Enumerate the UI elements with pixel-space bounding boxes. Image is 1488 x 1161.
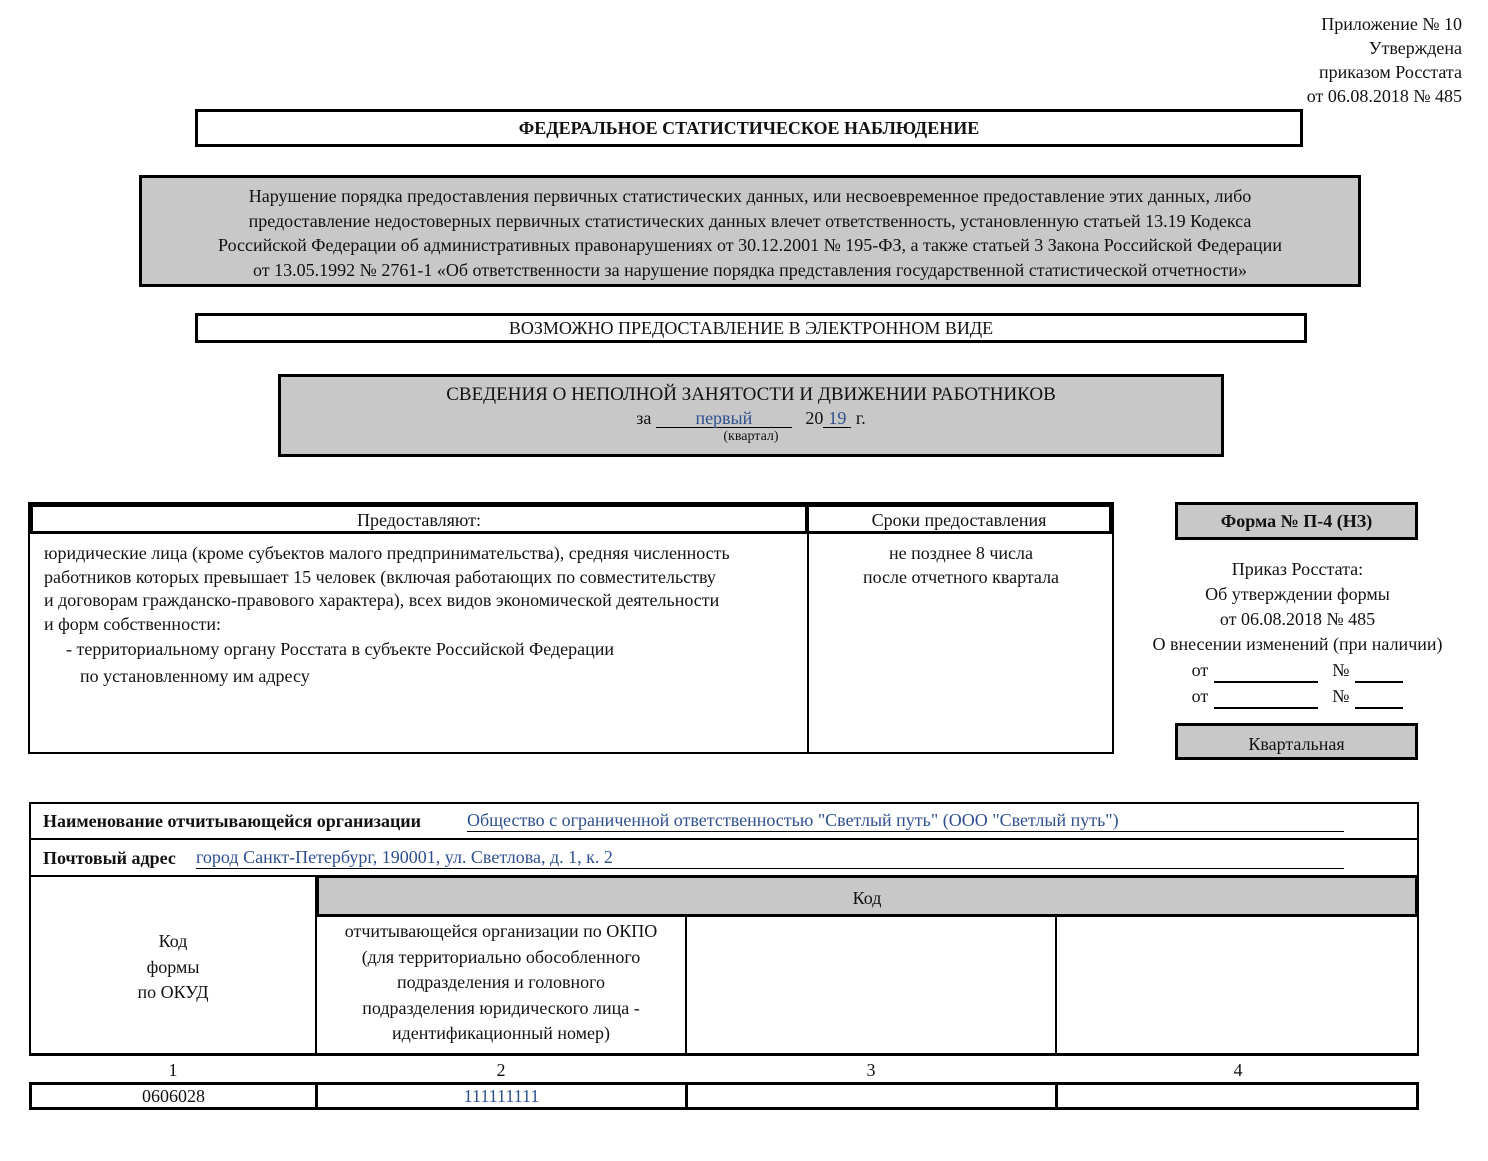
amendment-number-field[interactable] [1355, 663, 1403, 683]
warning-line: предоставление недостоверных первичных статистических данных влечет ответственность, установленную статьей 13.19 Кодекса [248, 210, 1252, 231]
org-name-label: Наименование отчитывающейся организации [43, 811, 422, 831]
code-col4-value[interactable] [1055, 1082, 1419, 1110]
postal-address-label: Почтовый адрес [43, 848, 176, 868]
code-header: Код [316, 875, 1418, 917]
year-field[interactable]: 19 [823, 409, 851, 428]
amendment-date-field[interactable] [1214, 689, 1318, 709]
okpo-line: отчитывающейся организации по ОКПО [344, 921, 658, 941]
order-line2: Об утверждении формы [1205, 584, 1390, 604]
appendix-block [1307, 12, 1462, 108]
okud-line: формы [146, 956, 200, 977]
code-col3-value[interactable] [685, 1082, 1058, 1110]
quarter-caption: (квартал) [723, 429, 779, 444]
electronic-notice: ВОЗМОЖНО ПРЕДОСТАВЛЕНИЕ В ЭЛЕКТРОННОМ ВИДЕ [195, 313, 1307, 343]
amendment-row [1125, 683, 1470, 709]
year-prefix: 20 [805, 408, 824, 428]
warning-line: Российской Федерации об административных правонарушениях от 30.12.2001 № 195-ФЗ, а также статьей 3 Закона Российской Федерации [218, 235, 1282, 255]
okud-line: по ОКУД [137, 982, 209, 1002]
column-number: 3 [866, 1060, 876, 1080]
legal-warning [139, 175, 1361, 287]
okpo-value[interactable]: 111111111 [315, 1082, 688, 1110]
when-line2: после отчетного квартала [862, 566, 1060, 587]
report-title-box [278, 374, 1224, 457]
quarter-field[interactable]: первый [656, 409, 792, 428]
okud-line: Код [158, 931, 188, 951]
order-block [1125, 557, 1470, 709]
report-period [281, 408, 1221, 428]
amendment-number-field[interactable] [1355, 689, 1403, 709]
who-item-line1: - территориальному органу Росстата в субъекте Российской Федерации [66, 639, 615, 659]
for-label: за [636, 408, 652, 428]
who-line: и договорам гражданско-правового характера), всех видов экономической деятельности [44, 590, 720, 610]
provide-who-header: Предоставляют: [30, 504, 808, 534]
periodicity-badge: Квартальная [1175, 723, 1418, 760]
no-label: № [1332, 660, 1350, 680]
okpo-header [317, 919, 685, 1047]
who-line: юридические лица (кроме субъектов малого предпринимательства), средняя численность [44, 543, 730, 563]
row-divider [29, 838, 1419, 840]
okud-value[interactable]: 0606028 [29, 1082, 318, 1110]
no-label: № [1332, 686, 1350, 706]
row-divider [29, 1054, 1419, 1056]
okpo-line: подразделения и головного [396, 972, 606, 992]
organization-table [29, 802, 1419, 1112]
when-line1: не позднее 8 числа [889, 543, 1033, 563]
provide-who-text [44, 542, 814, 688]
col-divider [1055, 915, 1057, 1053]
who-line: и форм собственности: [44, 613, 222, 634]
okpo-line: подразделения юридического лица - [362, 997, 640, 1018]
column-number: 4 [1233, 1060, 1243, 1080]
who-item-line2: по установленному им адресу [80, 665, 310, 686]
okud-header [29, 929, 317, 1006]
provide-when-text [811, 542, 1111, 589]
order-line1: Приказ Росстата: [1231, 559, 1364, 579]
appendix-line: Утверждена [1368, 38, 1462, 58]
amendment-date-field[interactable] [1214, 663, 1318, 683]
org-name-field[interactable]: Общество с ограниченной ответственностью "Светлый путь" (ООО "Светлый путь") [467, 809, 1344, 832]
amendment-row [1125, 657, 1470, 683]
order-line3: от 06.08.2018 № 485 [1219, 609, 1376, 629]
form-number: Форма № П-4 (НЗ) [1175, 502, 1418, 540]
report-title: СВЕДЕНИЯ О НЕПОЛНОЙ ЗАНЯТОСТИ И ДВИЖЕНИИ РАБОТНИКОВ [446, 384, 1056, 405]
okpo-line: (для территориально обособленного [361, 946, 641, 967]
who-line: работников которых превышает 15 человек (включая работающих по совместительству [44, 566, 716, 587]
provide-table [28, 502, 1114, 754]
from-label: от [1191, 686, 1209, 706]
provide-when-header: Сроки предоставления [806, 504, 1112, 534]
year-suffix: г. [855, 408, 866, 428]
postal-address-field[interactable]: город Санкт-Петербург, 190001, ул. Светлова, д. 1, к. 2 [196, 846, 1344, 869]
column-number: 2 [496, 1060, 506, 1080]
warning-line: Нарушение порядка предоставления первичных статистических данных, или несвоевременное предоставление этих данных, либо [248, 186, 1252, 206]
okpo-line: идентификационный номер) [391, 1023, 611, 1043]
appendix-line: Приложение № 10 [1321, 14, 1462, 34]
col-divider [685, 915, 687, 1053]
from-label: от [1191, 660, 1209, 680]
order-line4: О внесении изменений (при наличии) [1152, 634, 1443, 654]
appendix-line: приказом Росстата [1319, 62, 1462, 82]
appendix-line: от 06.08.2018 № 485 [1306, 86, 1462, 106]
warning-line: от 13.05.1992 № 2761-1 «Об ответственности за нарушение порядка представления государственной статистической отчетности» [253, 259, 1247, 280]
column-number: 1 [168, 1060, 178, 1080]
page-title: ФЕДЕРАЛЬНОЕ СТАТИСТИЧЕСКОЕ НАБЛЮДЕНИЕ [195, 109, 1303, 147]
